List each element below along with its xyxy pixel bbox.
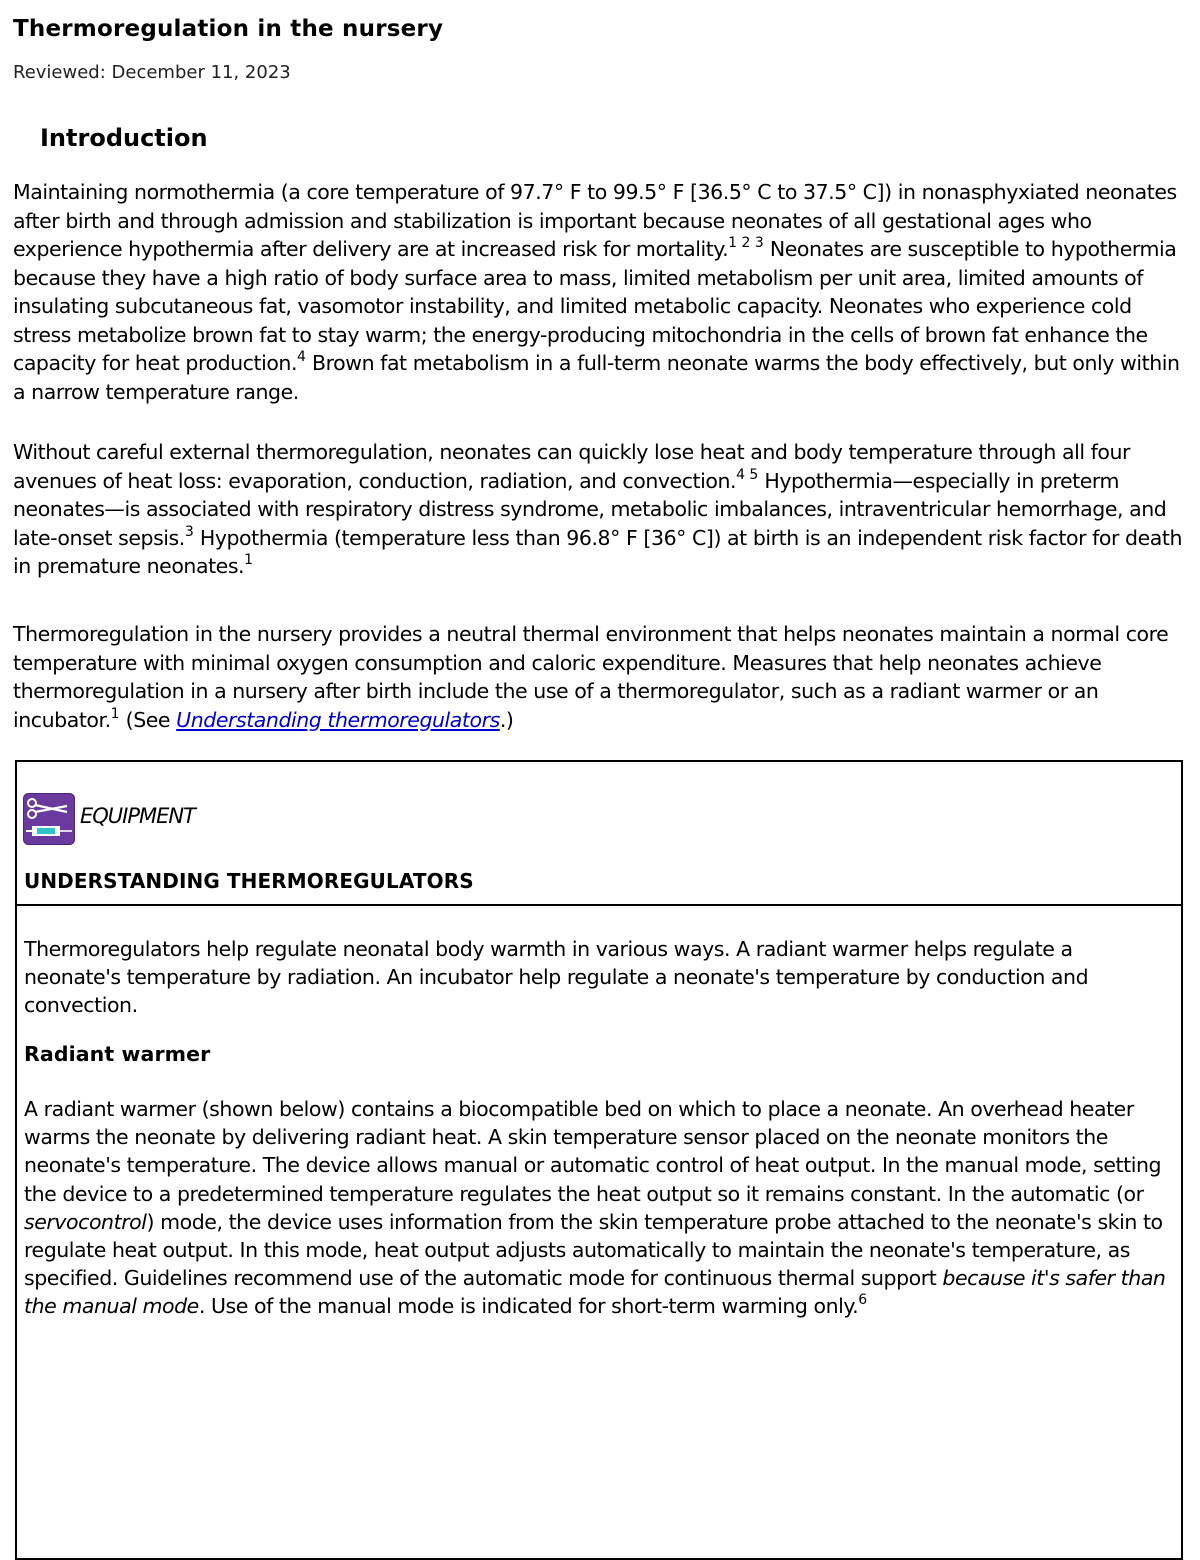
text-span: (See (119, 707, 177, 732)
text-span: Brown fat metabolism in a full-term neonate warms the body effectively, but only within a narrow temperature range. (13, 351, 1180, 404)
text-span: A radiant warmer (shown below) contains a biocompatible bed on which to place a neonate. An overhead heater warms the neonate by delivering radiant heat. A skin temperature sensor placed on the neonate monitors the neonate's temperature. The device allows manual or automatic control of heat output. In the manual mode, setting the device to a predetermined temperature regulates the heat output so it remains constant. In the automatic (or (24, 1097, 1162, 1206)
text-span: Without careful external thermoregulation, neonates can quickly lose heat and body temperature through all four avenues of heat loss: evaporation, conduction, radiation, and convection. (13, 440, 1131, 493)
equipment-box-header (17, 762, 1181, 906)
text-span: ) mode, the device uses information from the skin temperature probe attached to the neonate's skin to regulate heat output. In this mode, heat output adjusts automatically to maintain the neonate's temperature, as specified. Guidelines recommend use of the automatic mode for continuous thermal support (24, 1209, 1163, 1291)
text-span: Thermoregulation in the nursery provides a neutral thermal environment that helps neonates maintain a normal core temperature with minimal oxygen consumption and caloric expenditure. Measures that help neonates achieve thermoregulation in a nursery after birth include the use of a thermoregulator, such as a radiant warmer or an incubator. (13, 622, 1169, 732)
intro-paragraph-1 (13, 178, 1185, 406)
understanding-thermoregulators-link[interactable]: Understanding thermoregulators (176, 707, 500, 732)
radiant-warmer-paragraph (24, 1095, 1174, 1321)
intro-paragraph-2 (13, 438, 1185, 581)
reviewed-date: Reviewed: December 11, 2023 (13, 62, 291, 83)
text-span: Hypothermia—especially in preterm neonates—is associated with respiratory distress syndrome, metabolic imbalances, intraventricular hemorrhage, and late-onset sepsis. (13, 468, 1167, 550)
text-span: Hypothermia (temperature less than 96.8° F [36° C]) at birth is an independent risk factor for death in premature neonates. (13, 525, 1183, 578)
thermoregulators-paragraph: Thermoregulators help regulate neonatal body warmth in various ways. A radiant warmer helps regulate a neonate's temperature by radiation. An incubator help regulate a neonate's temperature by conduction and convection. (24, 937, 1089, 1018)
text-span: Maintaining normothermia (a core temperature of 97.7° F to 99.5° F [36.5° C to 37.5° C]) in nonasphyxiated neonates after birth and through admission and stabilization is important because neonates of all gestational ages who experience hypothermia after delivery are at increased risk for mortality. (13, 180, 1177, 261)
emphasis-text: servocontrol (24, 1209, 147, 1234)
citation-superscript: 1 (110, 705, 120, 722)
introduction-heading: Introduction (40, 124, 208, 152)
citation-superscript: 4 5 (736, 466, 759, 483)
radiant-warmer-heading: Radiant warmer (24, 1042, 211, 1066)
equipment-box (15, 760, 1183, 1560)
citation-superscript: 1 2 3 (728, 235, 764, 251)
equipment-icon (23, 793, 75, 845)
citation-superscript: 1 (244, 552, 254, 568)
citation-superscript: 3 (184, 523, 194, 540)
citation-superscript: 4 (297, 349, 306, 365)
page-title: Thermoregulation in the nursery (13, 16, 444, 42)
text-span: Neonates are susceptible to hypothermia because they have a high ratio of body surface area to mass, limited metabolism per unit area, limited amounts of insulating subcutaneous fat, vasomotor instability, and limited metabolic capacity. Neonates who experience cold stress metabolize brown fat to stay warm; the energy-producing mitochondria in the cells of brown fat enhance the capacity for heat production. (13, 237, 1177, 375)
citation-superscript: 6 (858, 1292, 868, 1309)
text-span: . Use of the manual mode is indicated for short-term warming only. (198, 1294, 859, 1319)
equipment-label: EQUIPMENT (80, 804, 195, 828)
equipment-box-title: UNDERSTANDING THERMOREGULATORS (24, 869, 474, 893)
text-span: .) (499, 707, 514, 732)
emphasis-text: because it's safer than the manual mode (24, 1266, 1166, 1319)
intro-paragraph-3 (13, 620, 1185, 734)
